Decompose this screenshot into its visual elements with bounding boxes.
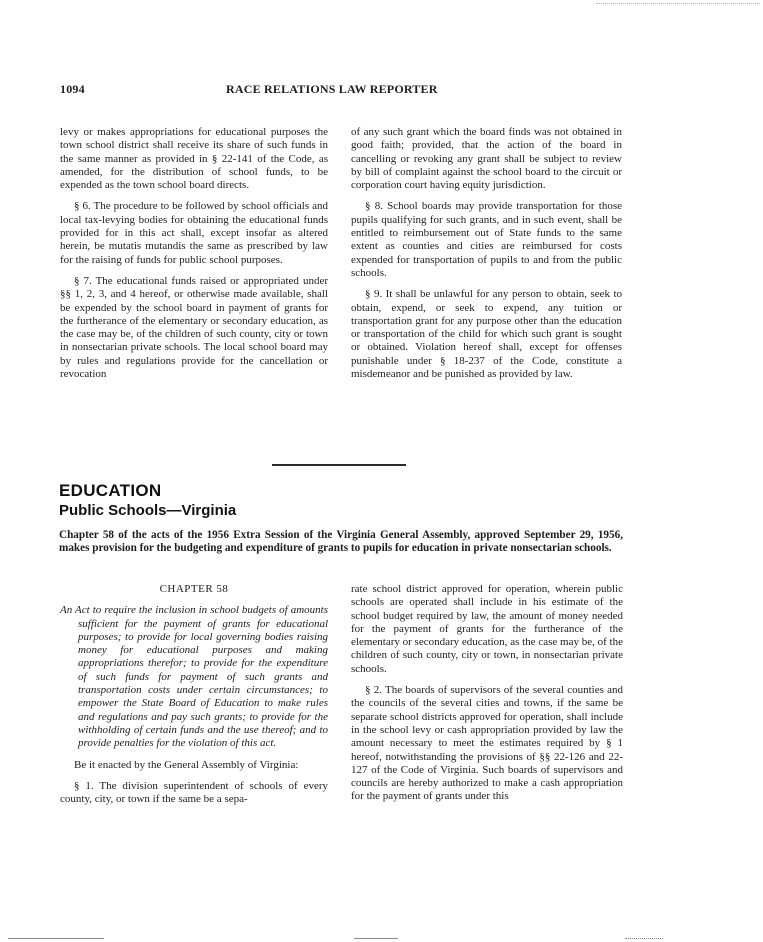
scan-edge-dots (596, 3, 760, 4)
enactment-clause: Be it enacted by the General Assembly of Virginia: (74, 758, 299, 771)
top-left-column (60, 126, 328, 389)
section-heading: EDUCATION (59, 481, 162, 500)
case-summary: Chapter 58 of the acts of the 1956 Extra Session of the Virginia General Assembly, approved September 29, 1956, makes provision for the budgeting and expenditure of grants to pupils for education in private nonsectarian schools. (59, 529, 623, 555)
chapter-label: CHAPTER 58 (159, 583, 229, 595)
paragraph-section-7: § 7. The educational funds raised or appropriated under §§ 1, 2, 3, and 4 hereof, or otherwise made available, shall be expended by the school board in payment of grants for the furtherance of the elementary or secondary education, as the case may be, of the children of such county, city or town in nonsectarian private schools. The local school board may by rules and regulations provide for the cancellation or revocation (60, 274, 328, 381)
paragraph: levy or makes appropriations for educational purposes the town school district shall receive its share of such funds in the same manner as provided in § 22-141 of the Code, as amended, for the distribution of school funds, to be expended as the town school board directs. (60, 126, 328, 192)
scan-edge-mark (354, 938, 398, 939)
paragraph: rate school district approved for operation, wherein public schools are operated shall include in his estimate of the school budget required by law, the amount of money needed for the payment of grants for the furtherance of the elementary or secondary education, as the case may be, of the children of such county, city or town, in nonsectarian private schools. (351, 583, 623, 675)
paragraph-section-1: § 1. The division superintendent of schools of every county, city, or town if the same be a sepa- (60, 779, 328, 806)
section-divider (272, 464, 406, 466)
scan-edge-mark (8, 938, 104, 939)
bottom-right-column (351, 583, 623, 812)
page-header (60, 82, 620, 98)
running-head: RACE RELATIONS LAW REPORTER (226, 82, 438, 96)
paragraph-section-9: § 9. It shall be unlawful for any person to obtain, seek to obtain, expend, or seek to expend, any tuition or transportation grant for any purpose other than the education or transportation of the child for which such grant is sought or obtained. Violation hereof shall, except for offenses punishable under § 18-237 of the Code, constitute a misdemeanor and be punished as provided by law. (351, 288, 622, 381)
page-number: 1094 (60, 82, 85, 96)
bottom-left-column (60, 583, 328, 814)
paragraph-section-2: § 2. The boards of supervisors of the several counties and the councils of the several cities and towns, if the same be separate school districts approved for operation, shall include in the school levy or cash appropriation provided by law the amount necessary to meet the estimates required by § 1 hereof, notwithstanding the provisions of §§ 22-126 and 22-127 of the Code of Virginia. Such boards of supervisors and councils are hereby authorized to make a cash appropriation for the payment of grants under this (351, 684, 623, 803)
scan-edge-mark (625, 938, 663, 939)
paragraph: of any such grant which the board finds was not obtained in good faith; provided, that the action of the board in cancelling or revoking any grant shall be subject to review by bill of complaint against the school board to the circuit or corporation court having equity jurisdiction. (351, 126, 622, 192)
act-title: An Act to require the inclusion in school budgets of amounts sufficient for the payment of grants for educational purposes; to provide for local governing bodies raising money for educational purposes and making appropriations therefor; to provide for the expenditure of such funds for payment of such grants and transportation costs under certain circumstances; to empower the State Board of Education to make rules and regulations and pay such grants; to provide for the withholding of certain funds and the use thereof; and to provide penalties for the violation of this act. (60, 604, 328, 750)
paragraph-section-6: § 6. The procedure to be followed by school officials and local tax-levying bodies for obtaining the educational funds provided for in this act shall, except insofar as altered herein, be mutatis mutandis the same as prescribed by law for the raising of funds for public school purposes. (60, 200, 328, 266)
paragraph-section-8: § 8. School boards may provide transportation for those pupils qualifying for such grants, and in such event, shall be entitled to reimbursement out of State funds to the same extent as counties and cities are reimbursed for costs expended for transportation of pupils to and from the public schools. (351, 200, 622, 279)
section-subheading: Public Schools—Virginia (59, 502, 237, 519)
top-right-column (351, 126, 622, 389)
